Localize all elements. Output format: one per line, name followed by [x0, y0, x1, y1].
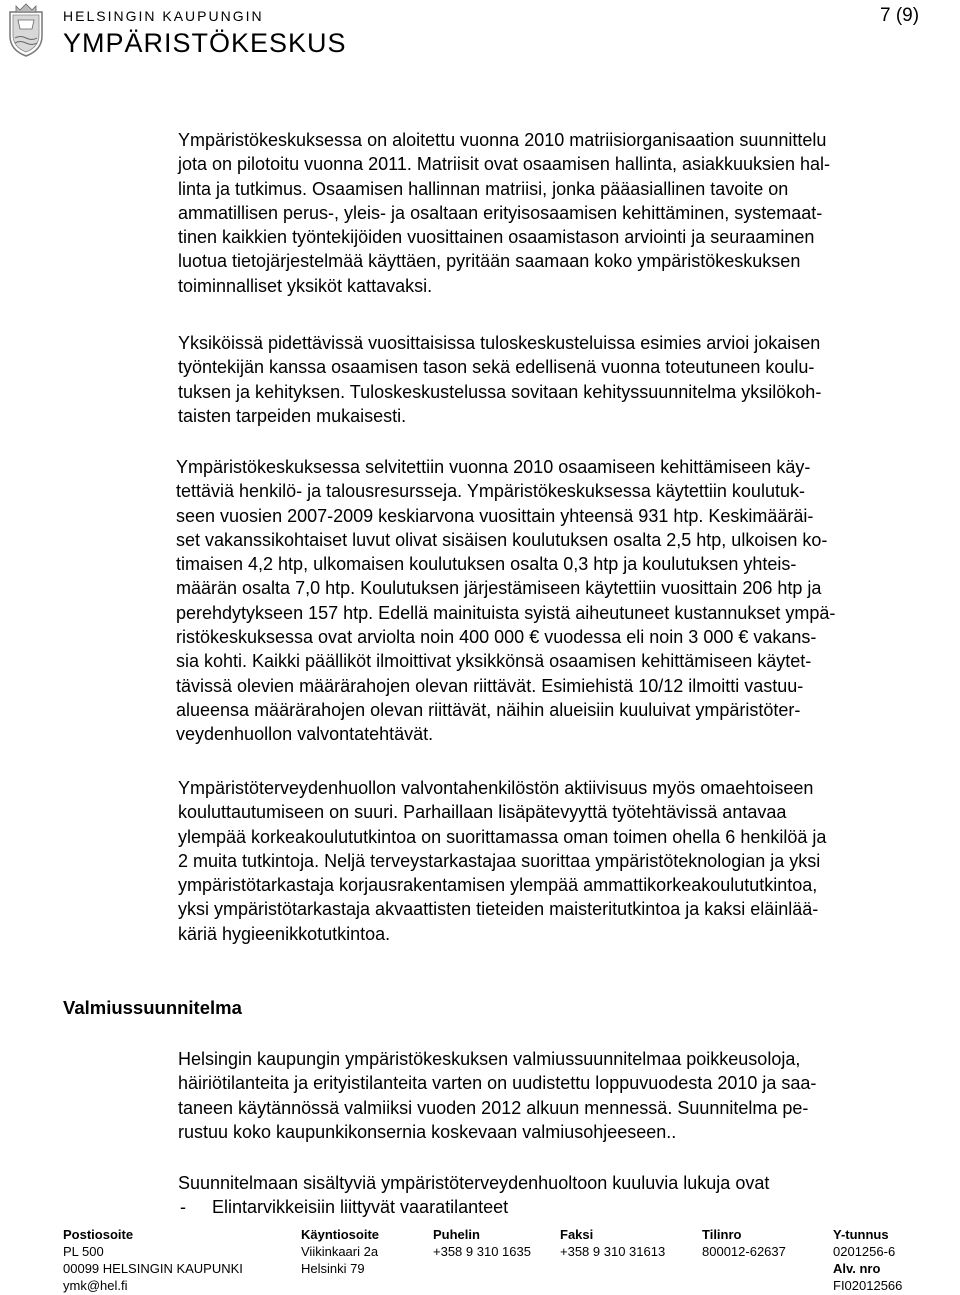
footer-value: Helsinki 79 — [301, 1261, 365, 1276]
footer-heading: Postiosoite — [63, 1227, 134, 1242]
footer-heading: Faksi — [560, 1227, 594, 1242]
text-line: yksi ympäristötarkastaja akvaattisten tieteiden maisteritutkintoa ja kaksi eläinlää- — [178, 899, 819, 920]
text-line: Ympäristökeskuksessa selvitettiin vuonna 2010 osaamiseen kehittämiseen käy- — [176, 457, 811, 477]
footer-heading: Käyntiosoite — [301, 1227, 380, 1242]
footer-business-id — [833, 1226, 902, 1294]
footer-value: 800012-62637 — [702, 1244, 786, 1259]
text-line: käriä hygieenikkotutkintoa. — [178, 923, 391, 944]
footer-phone — [433, 1226, 531, 1260]
text-line: toiminnalliset yksiköt kattavaksi. — [178, 275, 433, 296]
footer-value: Viikinkaari 2a — [301, 1244, 379, 1259]
text-line: ristökeskuksessa ovat arviolta noin 400 000 € vuodessa eli noin 3 000 € vakans- — [176, 627, 817, 648]
text-line: set vakanssikohtaiset luvut olivat sisäisen koulutuksen osalta 2,5 htp, ulkoisen ko- — [176, 529, 828, 550]
footer-value: PL 500 — [63, 1244, 104, 1259]
footer-fax — [560, 1226, 665, 1260]
section-heading: Valmiussuunnitelma — [63, 997, 242, 1018]
text-line: ympäristötarkastaja korjausrakentamisen ylempää ammattikorkeakoulututkintoa, — [178, 875, 818, 896]
text-line: Suunnitelmaan sisältyviä ympäristöterveydenhuoltoon kuuluvia lukuja ovat — [178, 1173, 770, 1193]
text-line: seen vuosien 2007-2009 keskiarvona vuosittain yhteensä 931 htp. Keskimääräi- — [176, 505, 814, 526]
footer-heading: Tilinro — [702, 1227, 742, 1242]
text-line: luotua tietojärjestelmää käyttäen, pyritään saamaan koko ympäristökeskuksen — [178, 251, 801, 272]
list-bullet: - — [180, 1197, 186, 1217]
text-line: tuksen ja kehityksen. Tuloskeskustelussa sovitaan kehityssuunnitelma yksilökoh- — [178, 381, 822, 402]
text-line: tettäviä henkilö- ja talousresursseja. Ympäristökeskuksessa käytettiin koulutuk- — [176, 481, 805, 502]
text-line: Ympäristöterveydenhuollon valvontahenkilöstön aktiivisuus myös omaehtoiseen — [178, 778, 814, 798]
footer-heading: Y-tunnus — [833, 1227, 889, 1242]
paragraph-staff-education — [178, 776, 826, 946]
text-line: veydenhuollon valvontatehtävät. — [176, 724, 434, 745]
text-line: alueensa määrärahojen olevan riittävät, näihin alueisiin kuuluivat ympäristöter- — [176, 699, 801, 720]
list-item — [180, 1197, 508, 1218]
department-name: YMPÄRISTÖKESKUS — [63, 28, 347, 58]
text-line: tinen kaikkien työntekijöiden vuosittainen osaamistason arviointi ja seuraaminen — [178, 227, 815, 248]
text-line: Helsingin kaupungin ympäristökeskuksen valmiussuunnitelmaa poikkeusoloja, — [178, 1049, 801, 1069]
text-line: Ympäristökeskuksessa on aloitettu vuonna 2010 matriisiorganisaation suunnittelu — [178, 130, 827, 150]
list-item-text: Elintarvikkeisiin liittyvät vaaratilanteet — [212, 1197, 509, 1217]
footer-postal-address — [63, 1226, 243, 1294]
text-line: ammatillisen perus-, yleis- ja osaltaan erityisosaamisen kehittäminen, systemaat- — [178, 202, 823, 223]
footer-heading: Puhelin — [433, 1227, 480, 1242]
footer-value: 0201256-6 — [833, 1244, 896, 1259]
text-line: jota on pilotoitu vuonna 2011. Matriisit ovat osaamisen hallinta, asiakkuuksien hal- — [178, 154, 831, 175]
footer-heading: Alv. nro — [833, 1261, 881, 1276]
text-line: taisten tarpeiden mukaisesti. — [178, 405, 407, 426]
text-line: timaisen 4,2 htp, ulkomaisen koulutuksen osalta 0,3 htp ja koulutuksen yhteis- — [176, 554, 797, 575]
footer-value: FI02012566 — [833, 1278, 903, 1293]
footer-email: ymk@hel.fi — [63, 1278, 128, 1293]
footer-value: +358 9 310 31613 — [560, 1244, 666, 1259]
text-line: tävissä olevien määrärahojen olevan riittävät. Esimiehistä 10/12 ilmoitti vastuu- — [176, 675, 804, 696]
paragraph-matrix-organization — [178, 128, 830, 298]
page-number: 7 (9) — [880, 5, 920, 26]
paragraph-preparedness-plan — [178, 1047, 816, 1144]
text-line: määrän osalta 7,0 htp. Koulutuksen järjestämiseen käytettiin vuosittain 206 htp ja — [176, 578, 822, 599]
paragraph-training-resources — [176, 455, 835, 747]
text-line: häiriötilanteita ja erityistilanteita varten on uudistettu loppuvuodesta 2010 ja saa- — [178, 1073, 817, 1094]
paragraph-plan-contents — [178, 1171, 769, 1195]
text-line: työntekijän kanssa osaamisen tason sekä edellisenä vuonna toteutuneen koulu- — [178, 357, 815, 378]
footer-account-number — [702, 1226, 786, 1260]
footer-contact-info — [63, 1226, 943, 1294]
text-line: ylempää korkeakoulututkintoa on suorittamassa oman toimen ohella 6 henkilöä ja — [178, 826, 827, 847]
text-line: sia kohti. Kaikki päälliköt ilmoittivat yksikkönsä osaamisen kehittämiseen käytet- — [176, 651, 812, 672]
text-line: 2 muita tutkintoja. Neljä terveystarkastajaa suorittaa ympäristöteknologian ja yksi — [178, 850, 821, 871]
footer-value: +358 9 310 1635 — [433, 1244, 531, 1259]
text-line: kouluttautumiseen on suuri. Parhaillaan lisäpätevyyttä työtehtävissä antavaa — [178, 802, 787, 823]
footer-value: 00099 HELSINGIN KAUPUNKI — [63, 1261, 243, 1276]
text-line: rustuu koko kaupunkikonsernia koskevaan valmiusohjeeseen.. — [178, 1121, 677, 1142]
paragraph-performance-reviews — [178, 331, 821, 428]
text-line: linta ja tutkimus. Osaamisen hallinnan matriisi, jonka pääasiallinen tavoite on — [178, 178, 789, 199]
text-line: Yksiköissä pidettävissä vuosittaisissa tuloskeskusteluissa esimies arvioi jokaisen — [178, 333, 821, 353]
footer-visiting-address — [301, 1226, 379, 1277]
text-line: perehdytykseen 157 htp. Edellä mainituista syistä aiheutuneet kustannukset ympä- — [176, 602, 836, 623]
organization-name: HELSINGIN KAUPUNGIN — [63, 8, 264, 24]
city-crest-logo — [4, 2, 48, 58]
text-line: taneen käytännössä valmiiksi vuoden 2012 alkuun mennessä. Suunnitelma pe- — [178, 1097, 809, 1118]
